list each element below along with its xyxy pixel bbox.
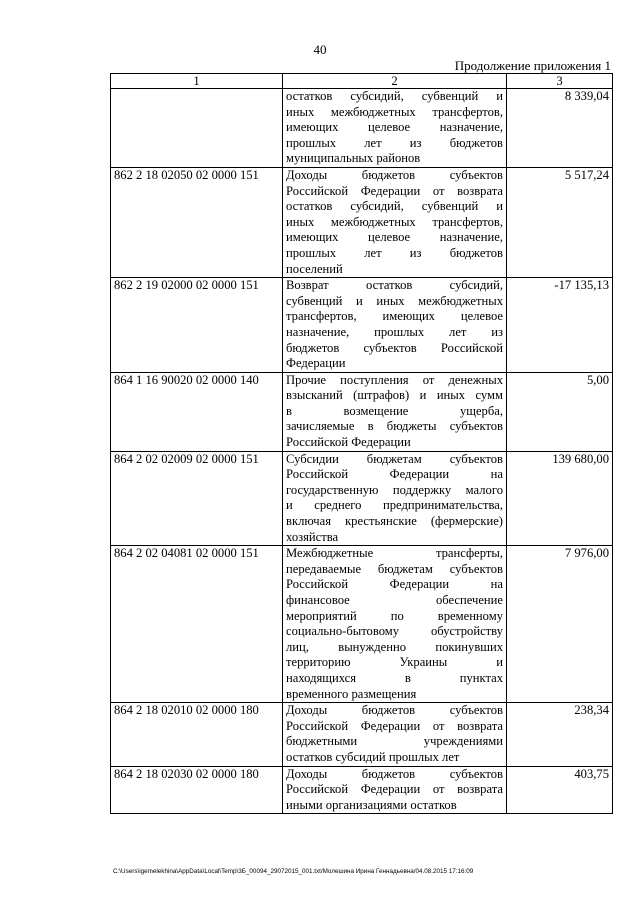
description-line: Прочие поступления от денежных bbox=[286, 372, 503, 387]
page-number: 40 bbox=[313, 42, 327, 57]
amount-cell: 8 339,04 bbox=[507, 89, 613, 168]
description-cell bbox=[283, 766, 507, 814]
table-row bbox=[111, 703, 613, 766]
description-line: прошлых лет из бюджетов bbox=[286, 135, 503, 150]
description-line: имеющих целевое назначение, bbox=[286, 230, 503, 245]
description-line: и среднего предпринимательства, bbox=[286, 498, 503, 513]
budget-code-cell: 864 2 02 02009 02 0000 151 bbox=[111, 451, 283, 546]
description-line: поселений bbox=[286, 261, 343, 276]
description-line: Российской Федерации от возврата bbox=[286, 782, 503, 797]
table-row bbox=[111, 278, 613, 373]
amount-cell: 139 680,00 bbox=[507, 451, 613, 546]
table-row bbox=[111, 546, 613, 703]
description-cell bbox=[283, 167, 507, 277]
amount-cell: 238,34 bbox=[507, 703, 613, 766]
description-line: взысканий (штрафов) и иных сумм bbox=[286, 388, 503, 403]
description-line: хозяйства bbox=[286, 529, 339, 544]
description-line: остатков субсидий, субвенций и bbox=[286, 89, 503, 103]
description-line: Федерации bbox=[286, 356, 346, 371]
description-line: Доходы бюджетов субъектов bbox=[286, 766, 503, 781]
budget-code-cell: 864 2 02 04081 02 0000 151 bbox=[111, 546, 283, 703]
description-line: трансфертов, имеющих целевое bbox=[286, 309, 503, 324]
table-row bbox=[111, 451, 613, 546]
description-line: прошлых лет из бюджетов bbox=[286, 245, 503, 260]
budget-code-cell: 864 2 18 02010 02 0000 180 bbox=[111, 703, 283, 766]
description-cell bbox=[283, 278, 507, 373]
budget-table bbox=[110, 73, 613, 814]
budget-code-cell: 862 2 19 02000 02 0000 151 bbox=[111, 278, 283, 373]
description-line: Российской Федерации bbox=[286, 435, 411, 450]
description-line: Российской Федерации от возврата bbox=[286, 718, 503, 733]
description-line: Российской Федерации на bbox=[286, 577, 503, 592]
budget-code-cell bbox=[111, 89, 283, 168]
description-cell bbox=[283, 546, 507, 703]
table-row bbox=[111, 766, 613, 814]
description-line: Российской Федерации на bbox=[286, 467, 503, 482]
description-line: Возврат остатков субсидий, bbox=[286, 278, 503, 293]
description-line: Субсидии бюджетам субъектов bbox=[286, 451, 503, 466]
budget-code-cell: 864 1 16 90020 02 0000 140 bbox=[111, 372, 283, 451]
description-line: социально-бытовому обустройству bbox=[286, 624, 503, 639]
table-row bbox=[111, 167, 613, 277]
description-line: мероприятий по временному bbox=[286, 608, 503, 623]
description-line: бюджетов субъектов Российской bbox=[286, 340, 503, 355]
description-line: в возмещение ущерба, bbox=[286, 403, 503, 418]
amount-cell: 7 976,00 bbox=[507, 546, 613, 703]
description-line: территорию Украины и bbox=[286, 655, 503, 670]
description-cell bbox=[283, 451, 507, 546]
description-cell bbox=[283, 703, 507, 766]
description-line: иных межбюджетных трансфертов, bbox=[286, 104, 503, 119]
description-line: включая крестьянские (фермерские) bbox=[286, 514, 503, 529]
description-line: финансовое обеспечение bbox=[286, 593, 503, 607]
description-line: субвенций и иных межбюджетных bbox=[286, 293, 503, 308]
description-line: остатков субсидий, субвенций и bbox=[286, 199, 503, 214]
amount-cell: -17 135,13 bbox=[507, 278, 613, 373]
description-line: передаваемые бюджетам субъектов bbox=[286, 561, 503, 576]
description-line: иными организациями остатков bbox=[286, 797, 457, 812]
column-header-1: 1 bbox=[111, 74, 283, 89]
description-line: Российской Федерации от возврата bbox=[286, 183, 503, 198]
description-line: лиц, вынужденно покинувших bbox=[286, 639, 503, 654]
table-header-row bbox=[111, 74, 613, 89]
file-path-footer: C:\Users\igemelekhina\AppData\Local\Temp\3Б_00094_29072015_001.txt/Молешина Ирина Геннадьевна/04.08.2015 17:16:09 bbox=[113, 868, 474, 875]
description-line: Доходы бюджетов субъектов bbox=[286, 703, 503, 718]
budget-code-cell: 862 2 18 02050 02 0000 151 bbox=[111, 167, 283, 277]
amount-cell: 403,75 bbox=[507, 766, 613, 814]
table-row bbox=[111, 372, 613, 451]
description-line: находящихся в пунктах bbox=[286, 670, 503, 685]
description-cell bbox=[283, 89, 507, 168]
description-line: государственную поддержку малого bbox=[286, 482, 503, 497]
amount-cell: 5 517,24 bbox=[507, 167, 613, 277]
amount-cell: 5,00 bbox=[507, 372, 613, 451]
description-line: назначение, прошлых лет из bbox=[286, 324, 503, 339]
table-row bbox=[111, 89, 613, 168]
continuation-label: Продолжение приложения 1 bbox=[454, 58, 611, 73]
description-line: муниципальных районов bbox=[286, 151, 421, 166]
description-line: остатков субсидий прошлых лет bbox=[286, 749, 460, 764]
description-cell bbox=[283, 372, 507, 451]
description-line: Доходы бюджетов субъектов bbox=[286, 167, 503, 182]
description-line: иных межбюджетных трансфертов, bbox=[286, 214, 503, 229]
budget-code-cell: 864 2 18 02030 02 0000 180 bbox=[111, 766, 283, 814]
description-line: временного размещения bbox=[286, 686, 417, 701]
description-line: бюджетными учреждениями bbox=[286, 734, 503, 749]
description-line: зачисляемые в бюджеты субъектов bbox=[286, 419, 503, 434]
description-line: Межбюджетные трансферты, bbox=[286, 546, 503, 561]
column-header-2: 2 bbox=[283, 74, 507, 89]
column-header-3: 3 bbox=[507, 74, 613, 89]
description-line: имеющих целевое назначение, bbox=[286, 120, 503, 135]
